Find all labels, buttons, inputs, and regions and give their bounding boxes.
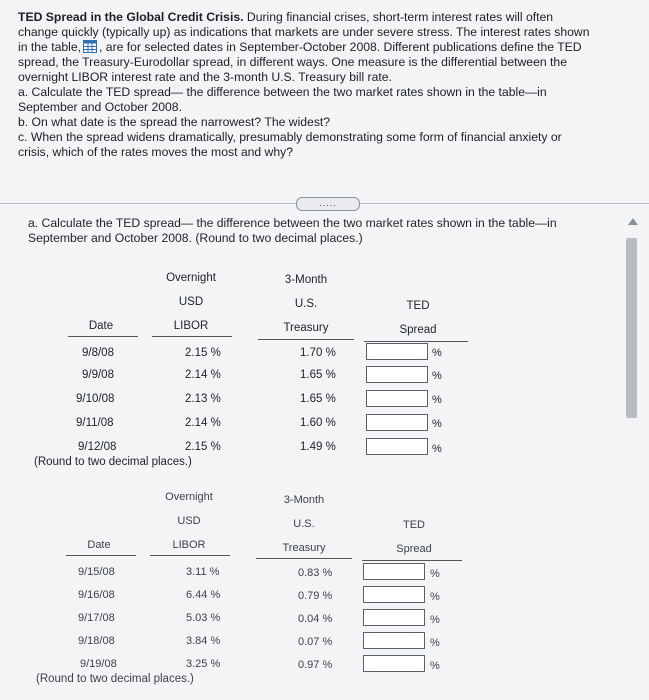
header-3month: 3-Month xyxy=(283,494,325,506)
header-overnight: Overnight xyxy=(165,491,213,503)
cell-treasury: 1.70 % xyxy=(300,347,336,359)
header-rule xyxy=(150,555,230,556)
cell-date: 9/17/08 xyxy=(78,612,115,624)
header-3month: 3-Month xyxy=(284,274,328,286)
cell-libor: 3.25 % xyxy=(186,658,221,670)
cell-treasury: 0.79 % xyxy=(298,590,333,602)
question-line: crisis, which of the rates moves the most and why? xyxy=(18,145,294,159)
cell-treasury: 0.04 % xyxy=(298,613,333,625)
cell-date: 9/16/08 xyxy=(78,589,115,601)
cell-libor: 3.84 % xyxy=(186,635,221,647)
cell-date: 9/8/08 xyxy=(82,347,114,359)
question-line: spread, the Treasury-Eurodollar spread, in different ways. One measure is the differential between the xyxy=(18,55,567,69)
ted-spread-input[interactable] xyxy=(363,632,425,649)
cell-libor: 2.15 % xyxy=(185,347,221,359)
header-us: U.S. xyxy=(293,518,315,530)
ted-spread-input[interactable] xyxy=(363,586,425,603)
header-spread: Spread xyxy=(396,543,432,555)
percent-unit: % xyxy=(432,370,442,382)
header-treasury: Treasury xyxy=(283,322,329,334)
cell-treasury: 1.65 % xyxy=(300,369,336,381)
ted-spread-input[interactable] xyxy=(363,609,425,626)
header-spread: Spread xyxy=(399,324,437,336)
cell-date: 9/15/08 xyxy=(78,566,115,578)
part-a-line: September and October 2008. (Round to two decimal places.) xyxy=(28,231,363,245)
cell-date: 9/10/08 xyxy=(76,393,115,405)
question-line: a. Calculate the TED spread— the difference between the two market rates shown in the table—in xyxy=(18,85,547,99)
cell-libor: 2.13 % xyxy=(185,393,221,405)
header-libor: LIBOR xyxy=(173,320,209,332)
cell-libor: 3.11 % xyxy=(186,566,220,578)
cell-treasury: 0.97 % xyxy=(298,659,333,671)
question-line: overnight LIBOR interest rate and the 3-month U.S. Treasury bill rate. xyxy=(18,70,392,84)
cell-libor: 6.44 % xyxy=(186,589,221,601)
cell-libor: 5.03 % xyxy=(186,612,221,624)
percent-unit: % xyxy=(430,568,440,580)
header-usd: USD xyxy=(178,296,204,308)
question-line: September and October 2008. xyxy=(18,100,182,114)
cell-treasury: 1.49 % xyxy=(300,441,336,453)
rounding-note: (Round to two decimal places.) xyxy=(34,456,192,468)
percent-unit: % xyxy=(432,394,442,406)
ted-spread-input[interactable] xyxy=(363,563,425,580)
header-rule xyxy=(66,555,136,556)
question-line: TED Spread in the Global Credit Crisis. During financial crises, short-term interest rates will often xyxy=(18,10,554,24)
header-treasury: Treasury xyxy=(282,542,326,554)
question-title: TED Spread in the Global Credit Crisis. xyxy=(18,10,244,24)
header-rule xyxy=(362,560,462,561)
cell-libor: 2.14 % xyxy=(185,417,221,429)
header-libor: LIBOR xyxy=(172,539,206,551)
percent-unit: % xyxy=(430,614,440,626)
cell-date: 9/9/08 xyxy=(82,369,114,381)
cell-treasury: 0.07 % xyxy=(298,636,333,648)
header-us: U.S. xyxy=(294,298,318,310)
percent-unit: % xyxy=(430,591,440,603)
question-line: in the table, , are for selected dates in September-October 2008. Different publications define the TED xyxy=(18,40,582,54)
percent-unit: % xyxy=(432,443,442,455)
cell-libor: 2.14 % xyxy=(185,369,221,381)
question-line: b. On what date is the spread the narrowest? The widest? xyxy=(18,115,331,129)
percent-unit: % xyxy=(432,418,442,430)
cell-date: 9/19/08 xyxy=(80,658,117,670)
ted-spread-input[interactable] xyxy=(363,655,425,672)
header-overnight: Overnight xyxy=(166,272,216,284)
header-date: Date xyxy=(87,539,111,551)
header-date: Date xyxy=(88,320,114,332)
expand-button[interactable]: ..... xyxy=(296,197,360,211)
percent-unit: % xyxy=(432,347,442,359)
cell-treasury: 1.60 % xyxy=(300,417,336,429)
question-line: c. When the spread widens dramatically, presumably demonstrating some form of financial anxiety or xyxy=(18,130,562,144)
header-ted: TED xyxy=(406,300,430,312)
question-line: change quickly (typically up) as indications that markets are under severe stress. The interest rates shown xyxy=(18,25,590,39)
cell-libor: 2.15 % xyxy=(185,441,221,453)
rounding-note: (Round to two decimal places.) xyxy=(36,673,194,685)
cell-date: 9/18/08 xyxy=(78,635,115,647)
cell-date: 9/12/08 xyxy=(78,441,117,453)
percent-unit: % xyxy=(430,637,440,649)
header-rule xyxy=(256,558,352,559)
part-a-line: a. Calculate the TED spread— the difference between the two market rates shown in the table—in xyxy=(28,216,557,230)
cell-treasury: 0.83 % xyxy=(298,567,333,579)
header-usd: USD xyxy=(177,515,201,527)
header-ted: TED xyxy=(403,519,425,531)
percent-unit: % xyxy=(430,660,440,672)
cell-date: 9/11/08 xyxy=(76,417,114,429)
cell-treasury: 1.65 % xyxy=(300,393,336,405)
